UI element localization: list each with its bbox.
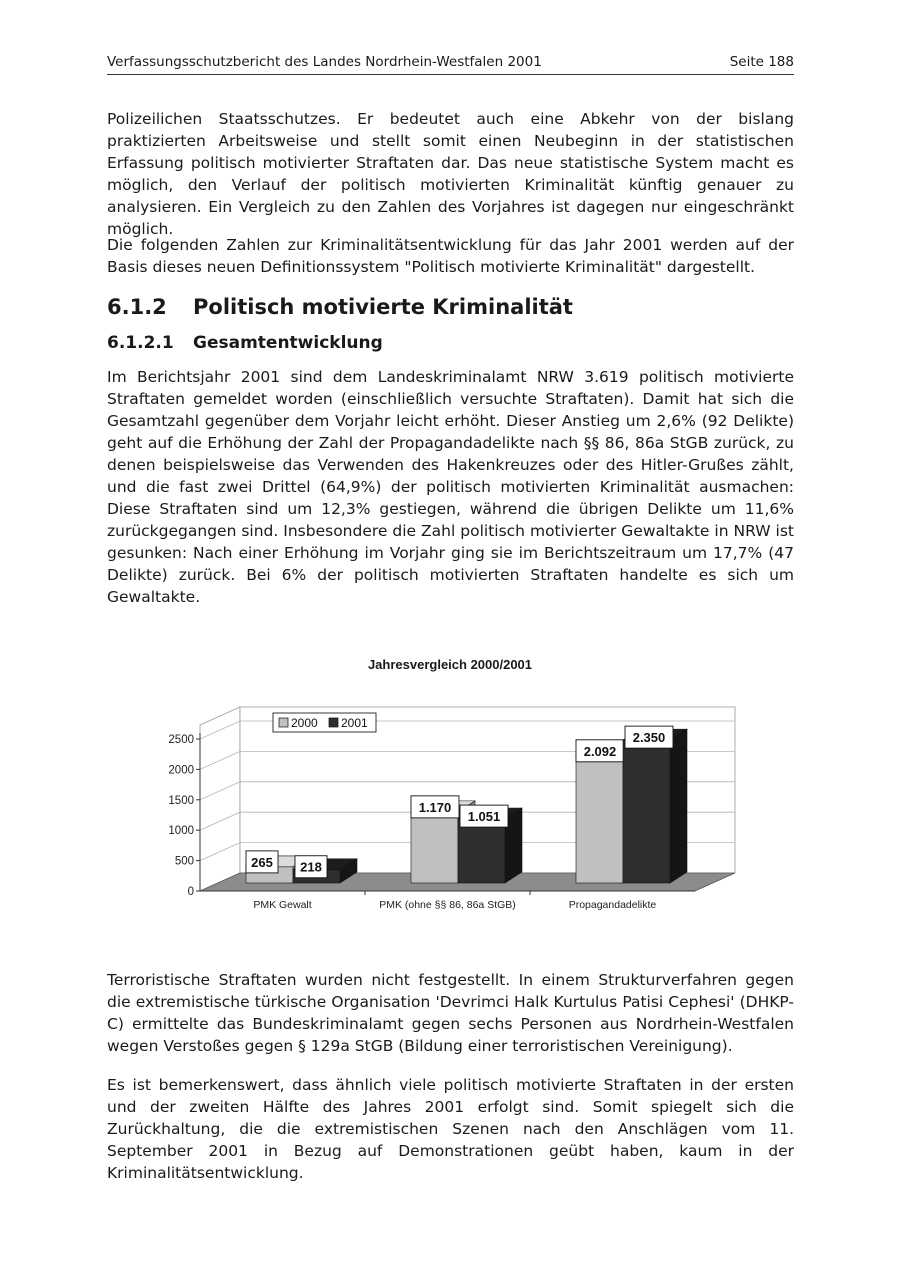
header-document-title: Verfassungsschutzbericht des Landes Nordrhein-Westfalen 2001 <box>107 54 542 70</box>
data-label: 218 <box>300 859 322 875</box>
x-tick-label: PMK (ohne §§ 86, 86a StGB) <box>379 899 516 911</box>
bar <box>623 740 670 883</box>
bar <box>458 819 505 883</box>
section-title: Politisch motivierte Kriminalität <box>193 295 573 319</box>
paragraph-intro: Polizeilichen Staatsschutzes. Er bedeutet auch eine Abkehr von der bislang praktizierten Arbeitsweise und stellt somit einen Neubeginn in der statistischen Erfassung politisch motivierter Straftaten dar. Das neue statistische System macht es möglich, den Verlauf der politisch motivierten Kriminalität künftig genauer zu analysieren. Ein Vergleich zu den Zahlen des Vorjahres ist dagegen nur eingeschränkt möglich. <box>107 110 794 238</box>
y-tick-label: 2000 <box>168 764 194 777</box>
chart-side-wall <box>200 707 240 891</box>
header-page-number: Seite 188 <box>729 54 794 70</box>
y-tick-label: 500 <box>174 855 194 868</box>
legend-swatch <box>279 718 288 727</box>
subsection-number: 6.1.2.1 <box>107 333 174 353</box>
y-tick-label: 1000 <box>168 825 194 838</box>
section-number: 6.1.2 <box>107 295 167 319</box>
data-label: 2.350 <box>632 730 666 746</box>
bar-side <box>670 729 687 883</box>
y-tick-label: 2500 <box>168 734 194 746</box>
paragraph-terrorism: Terroristische Straftaten wurden nicht festgestellt. In einem Strukturverfahren gegen die extremistische türkische Organisation 'Devrimci Halk Kurtulus Patisi Cephesi' (DHKP-C) ermittelte das Bundeskriminalamt gegen sechs Personen aus Nordrhein-Westfalen wegen Verstoßes gegen § 129a StGB (Bildung einer terroristischen Vereinigung). <box>107 971 794 1055</box>
legend-label: 2001 <box>341 716 368 730</box>
y-tick-label: 0 <box>187 886 194 898</box>
data-label: 2.092 <box>583 743 617 759</box>
y-tick-label: 1500 <box>168 794 194 807</box>
legend-label: 2000 <box>291 716 318 730</box>
chart-title: Jahresvergleich 2000/2001 <box>367 657 533 672</box>
data-label: 1.170 <box>418 799 452 815</box>
bar <box>576 756 623 883</box>
x-tick-label: PMK Gewalt <box>253 899 312 911</box>
data-label: 265 <box>251 854 273 870</box>
legend-swatch <box>329 718 338 727</box>
bar <box>411 812 458 883</box>
paragraph-definition: Die folgenden Zahlen zur Kriminalitätsentwicklung für das Jahr 2001 werden auf der Basis dieses neuen Definitionssystem "Politisch motivierte Kriminalität" dargestellt. <box>107 236 794 276</box>
subsection-title: Gesamtentwicklung <box>193 333 383 353</box>
x-tick-label: Propagandadelikte <box>568 899 657 911</box>
data-label: 1.051 <box>467 809 501 825</box>
paragraph-conclusion: Es ist bemerkenswert, dass ähnlich viele politisch motivierte Straftaten in der ersten und der zweiten Hälfte des Jahres 2001 erfolgt sind. Somit spiegelt sich die Zurückhaltung, die die extremistischen Szenen nach den Anschlägen vom 11. September 2001 in Bezug auf Demonstrationen geübt haben, kaum in der Kriminalitätsentwicklung. <box>107 1076 794 1182</box>
paragraph-overview: Im Berichtsjahr 2001 sind dem Landeskriminalamt NRW 3.619 politisch motivierte Straftaten gemeldet worden (einschließlich versuchte Straftaten). Damit hat sich die Gesamtzahl gegenüber dem Vorjahr leicht erhöht. Dieser Anstieg um 2,6% (92 Delikte) geht auf die Erhöhung der Zahl der Propagandadelikte nach §§ 86, 86a StGB zurück, zu denen beispielsweise das Verwenden des Hakenkreuzes oder des Hitler-Grußes zählt, und die fast zwei Drittel (64,9%) der politisch motivierten Kriminalität ausmachen: Diese Straftaten sind um 12,3% gestiegen, während die übrigen Delikte um 11,6% zurückgegangen sind. Insbesondere die Zahl politisch motivierter Gewaltakte in NRW ist gesunken: Nach einer Erhöhung im Vorjahr ging sie im Berichtszeitraum um 17,7% (47 Delikte) zurück. Bei 6% der politisch motivierten Straftaten handelte es sich um Gewaltakte. <box>107 368 794 606</box>
